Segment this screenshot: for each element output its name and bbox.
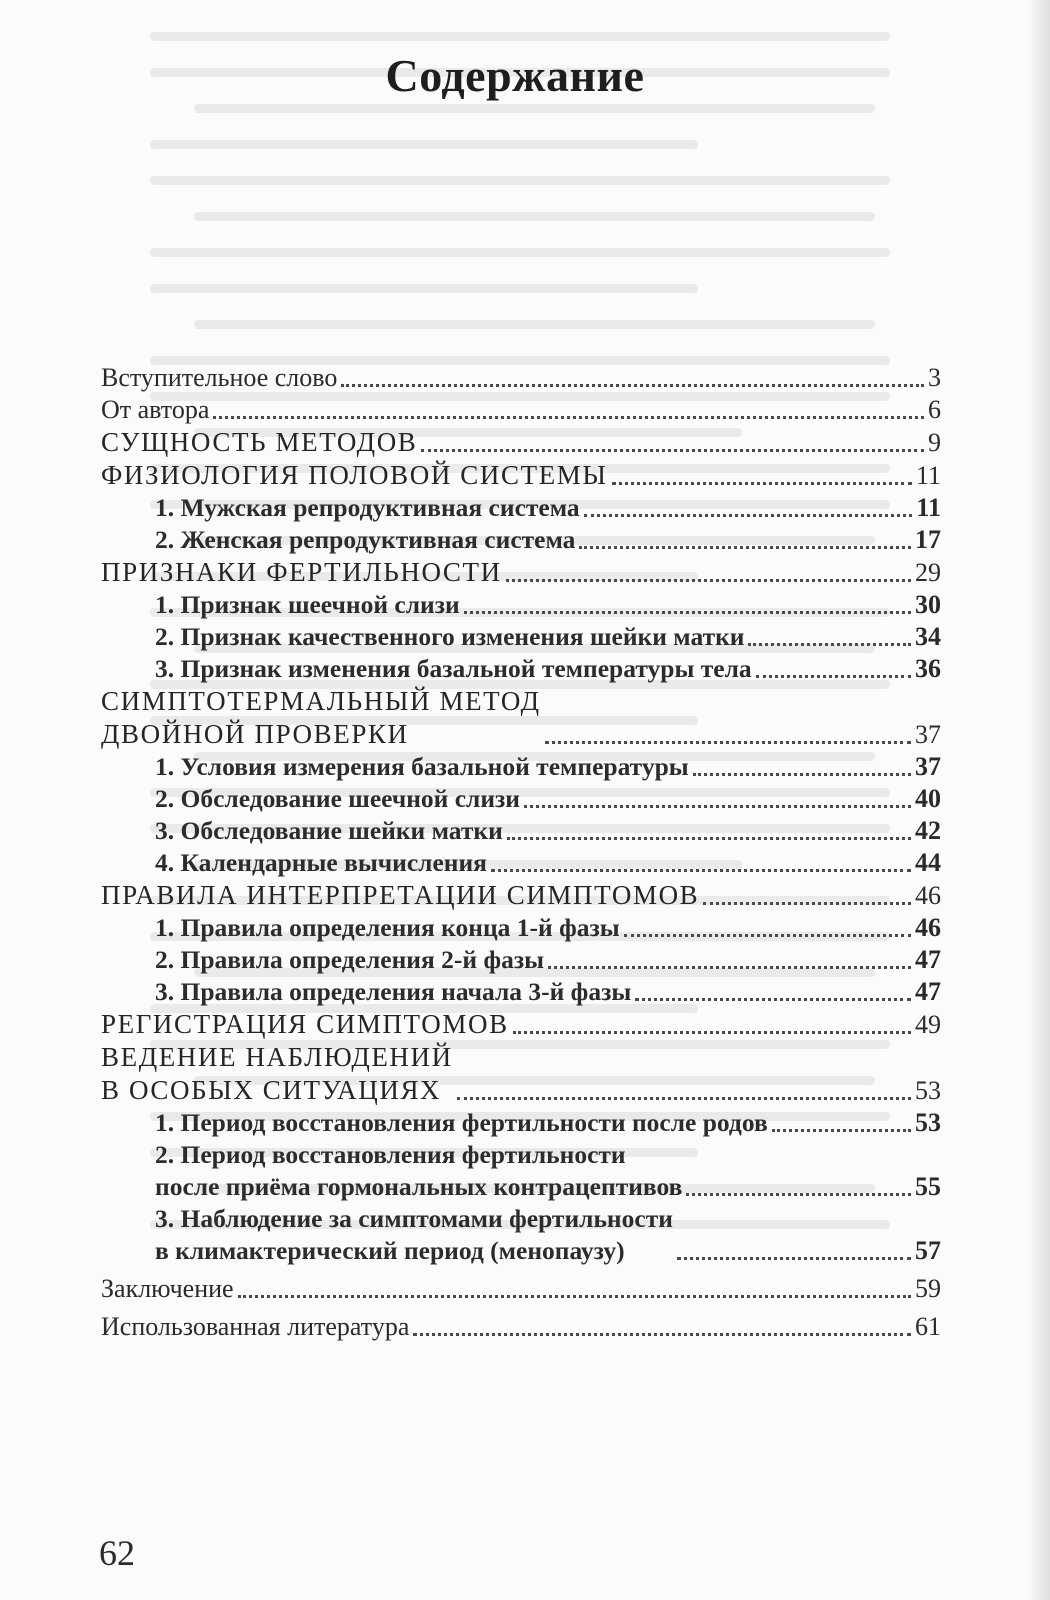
ghost-line <box>194 320 875 329</box>
dot-leader <box>686 1193 911 1196</box>
toc-entry-text: Заключение <box>101 1274 234 1303</box>
toc-subentry <box>101 653 941 685</box>
dot-leader <box>756 675 911 678</box>
toc-page-number: 59 <box>915 1274 941 1303</box>
toc-chapter-interpretation-rules <box>101 879 941 912</box>
toc-page-number: 30 <box>915 590 941 619</box>
dot-leader <box>772 1129 911 1132</box>
toc-page-number: 49 <box>915 1010 941 1039</box>
toc-subentry <box>101 621 941 653</box>
toc-entry-text: 2. Обследование шеечной слизи <box>155 784 520 813</box>
dot-leader <box>579 546 911 549</box>
toc-page-number: 53 <box>915 1076 941 1105</box>
toc-entry-text: 2. Женская репродуктивная система <box>155 525 576 554</box>
toc-entry-text: ПРИЗНАКИ ФЕРТИЛЬНОСТИ <box>101 557 502 587</box>
toc-subentry <box>101 912 941 944</box>
toc-entry-text: От автора <box>101 395 210 424</box>
toc-chapter-symptothermal-method <box>101 685 941 751</box>
toc-subentry <box>101 944 941 976</box>
toc-entry-text: СИМПТОТЕРМАЛЬНЫЙ МЕТОД ДВОЙНОЙ ПРОВЕРКИ <box>101 686 541 749</box>
toc-entry-text: 3. Признак изменения базальной температуры тела <box>155 654 752 683</box>
toc-entry-text: ФИЗИОЛОГИЯ ПОЛОВОЙ СИСТЕМЫ <box>101 460 608 490</box>
toc-page-number: 46 <box>915 913 941 942</box>
toc-entry-references <box>101 1311 941 1343</box>
toc-subentry <box>101 589 941 621</box>
dot-leader <box>413 1333 911 1336</box>
toc-entry-text: Вступительное слово <box>101 363 338 392</box>
ghost-line <box>194 104 875 113</box>
toc-entry-introduction <box>101 362 941 394</box>
ghost-line <box>150 284 698 293</box>
dot-leader <box>464 611 911 614</box>
ghost-line <box>150 140 698 149</box>
toc-page-number: 61 <box>915 1312 941 1341</box>
toc-page-number: 44 <box>915 848 941 877</box>
dot-leader <box>457 1097 911 1100</box>
toc-entry-text: СУЩНОСТЬ МЕТОДОВ <box>101 427 418 457</box>
toc-entry-text: ПРАВИЛА ИНТЕРПРЕТАЦИИ СИМПТОМОВ <box>101 880 700 910</box>
dot-leader <box>748 643 911 646</box>
toc-entry-text: Использованная литература <box>101 1312 410 1341</box>
toc-chapter-physiology <box>101 459 941 492</box>
toc-page-number: 37 <box>915 720 941 749</box>
toc-page-number: 29 <box>915 558 941 587</box>
table-of-contents <box>101 362 941 1343</box>
dot-leader <box>524 805 911 808</box>
toc-subentry <box>101 1139 941 1203</box>
dot-leader <box>703 902 911 905</box>
toc-chapter-special-situations <box>101 1041 941 1107</box>
page-title: Содержание <box>385 49 645 101</box>
toc-page-number: 40 <box>915 784 941 813</box>
page-number-footer: 62 <box>99 1533 135 1573</box>
dot-leader <box>584 514 913 517</box>
toc-entry-text: 3. Обследование шейки матки <box>155 816 503 845</box>
dot-leader <box>507 837 911 840</box>
toc-entry-text: 1. Период восстановления фертильности после родов <box>155 1108 768 1137</box>
toc-subentry <box>101 524 941 556</box>
ghost-line <box>150 248 890 257</box>
toc-chapter-fertility-signs <box>101 556 941 589</box>
dot-leader <box>612 482 912 485</box>
dot-leader <box>513 1031 911 1034</box>
toc-page-number: 6 <box>928 395 941 424</box>
toc-entry-text: 3. Правила определения начала 3-й фазы <box>155 977 632 1006</box>
dot-leader <box>693 773 911 776</box>
toc-page-number: 46 <box>915 881 941 910</box>
toc-entry-text: 2. Период восстановления фертильности после приёма гормональных контрацептивов <box>155 1140 683 1201</box>
toc-entry-text: 3. Наблюдение за симптомами фертильности в климактерический период (менопаузу) <box>155 1204 673 1265</box>
spine-shadow <box>1028 0 1050 1600</box>
toc-page-number: 55 <box>915 1172 941 1201</box>
ghost-line <box>150 32 890 41</box>
dot-leader <box>545 741 911 744</box>
toc-page-number: 9 <box>928 428 941 457</box>
toc-page-number: 11 <box>915 461 941 490</box>
dot-leader <box>548 966 911 969</box>
toc-entry-text: 2. Признак качественного изменения шейки матки <box>155 622 745 651</box>
toc-subentry <box>101 847 941 879</box>
toc-subentry <box>101 1107 941 1139</box>
toc-page-number: 42 <box>915 816 941 845</box>
toc-entry-text: ВЕДЕНИЕ НАБЛЮДЕНИЙ В ОСОБЫХ СИТУАЦИЯХ <box>101 1042 453 1105</box>
dot-leader <box>213 416 924 419</box>
toc-entry-text: 1. Правила определения конца 1-й фазы <box>155 913 620 942</box>
toc-entry-text: 1. Условия измерения базальной температуры <box>155 752 689 781</box>
toc-page-number: 57 <box>915 1236 941 1265</box>
toc-chapter-essence-of-methods <box>101 426 941 459</box>
dot-leader <box>677 1257 911 1260</box>
toc-entry-text: 4. Календарные вычисления <box>155 848 487 877</box>
toc-subentry <box>101 751 941 783</box>
toc-entry-text: 2. Правила определения 2-й фазы <box>155 945 545 974</box>
toc-entry-conclusion <box>101 1273 941 1305</box>
toc-page-number: 17 <box>915 525 941 554</box>
toc-subentry <box>101 815 941 847</box>
toc-page-number: 36 <box>915 654 941 683</box>
toc-subentry <box>101 976 941 1008</box>
dot-leader <box>491 869 911 872</box>
ghost-line <box>194 212 875 221</box>
toc-page-number: 47 <box>915 977 941 1006</box>
dot-leader <box>506 579 911 582</box>
dot-leader <box>341 384 924 387</box>
toc-subentry <box>101 783 941 815</box>
toc-chapter-symptom-registration <box>101 1008 941 1041</box>
toc-page-number: 47 <box>915 945 941 974</box>
dot-leader <box>635 998 911 1001</box>
toc-entry-text: 1. Признак шеечной слизи <box>155 590 460 619</box>
toc-subentry <box>101 492 941 524</box>
ghost-line <box>150 176 890 185</box>
dot-leader <box>238 1295 911 1298</box>
toc-entry-text: 1. Мужская репродуктивная система <box>155 493 580 522</box>
dot-leader <box>624 934 911 937</box>
toc-page-number: 34 <box>915 622 941 651</box>
toc-subentry <box>101 1203 941 1267</box>
toc-page-number: 3 <box>928 363 941 392</box>
toc-page-number: 11 <box>916 493 941 522</box>
toc-entry-from-author <box>101 394 941 426</box>
toc-entry-text: РЕГИСТРАЦИЯ СИМПТОМОВ <box>101 1009 509 1039</box>
toc-page-number: 53 <box>915 1108 941 1137</box>
toc-page-number: 37 <box>915 752 941 781</box>
dot-leader <box>421 449 924 452</box>
